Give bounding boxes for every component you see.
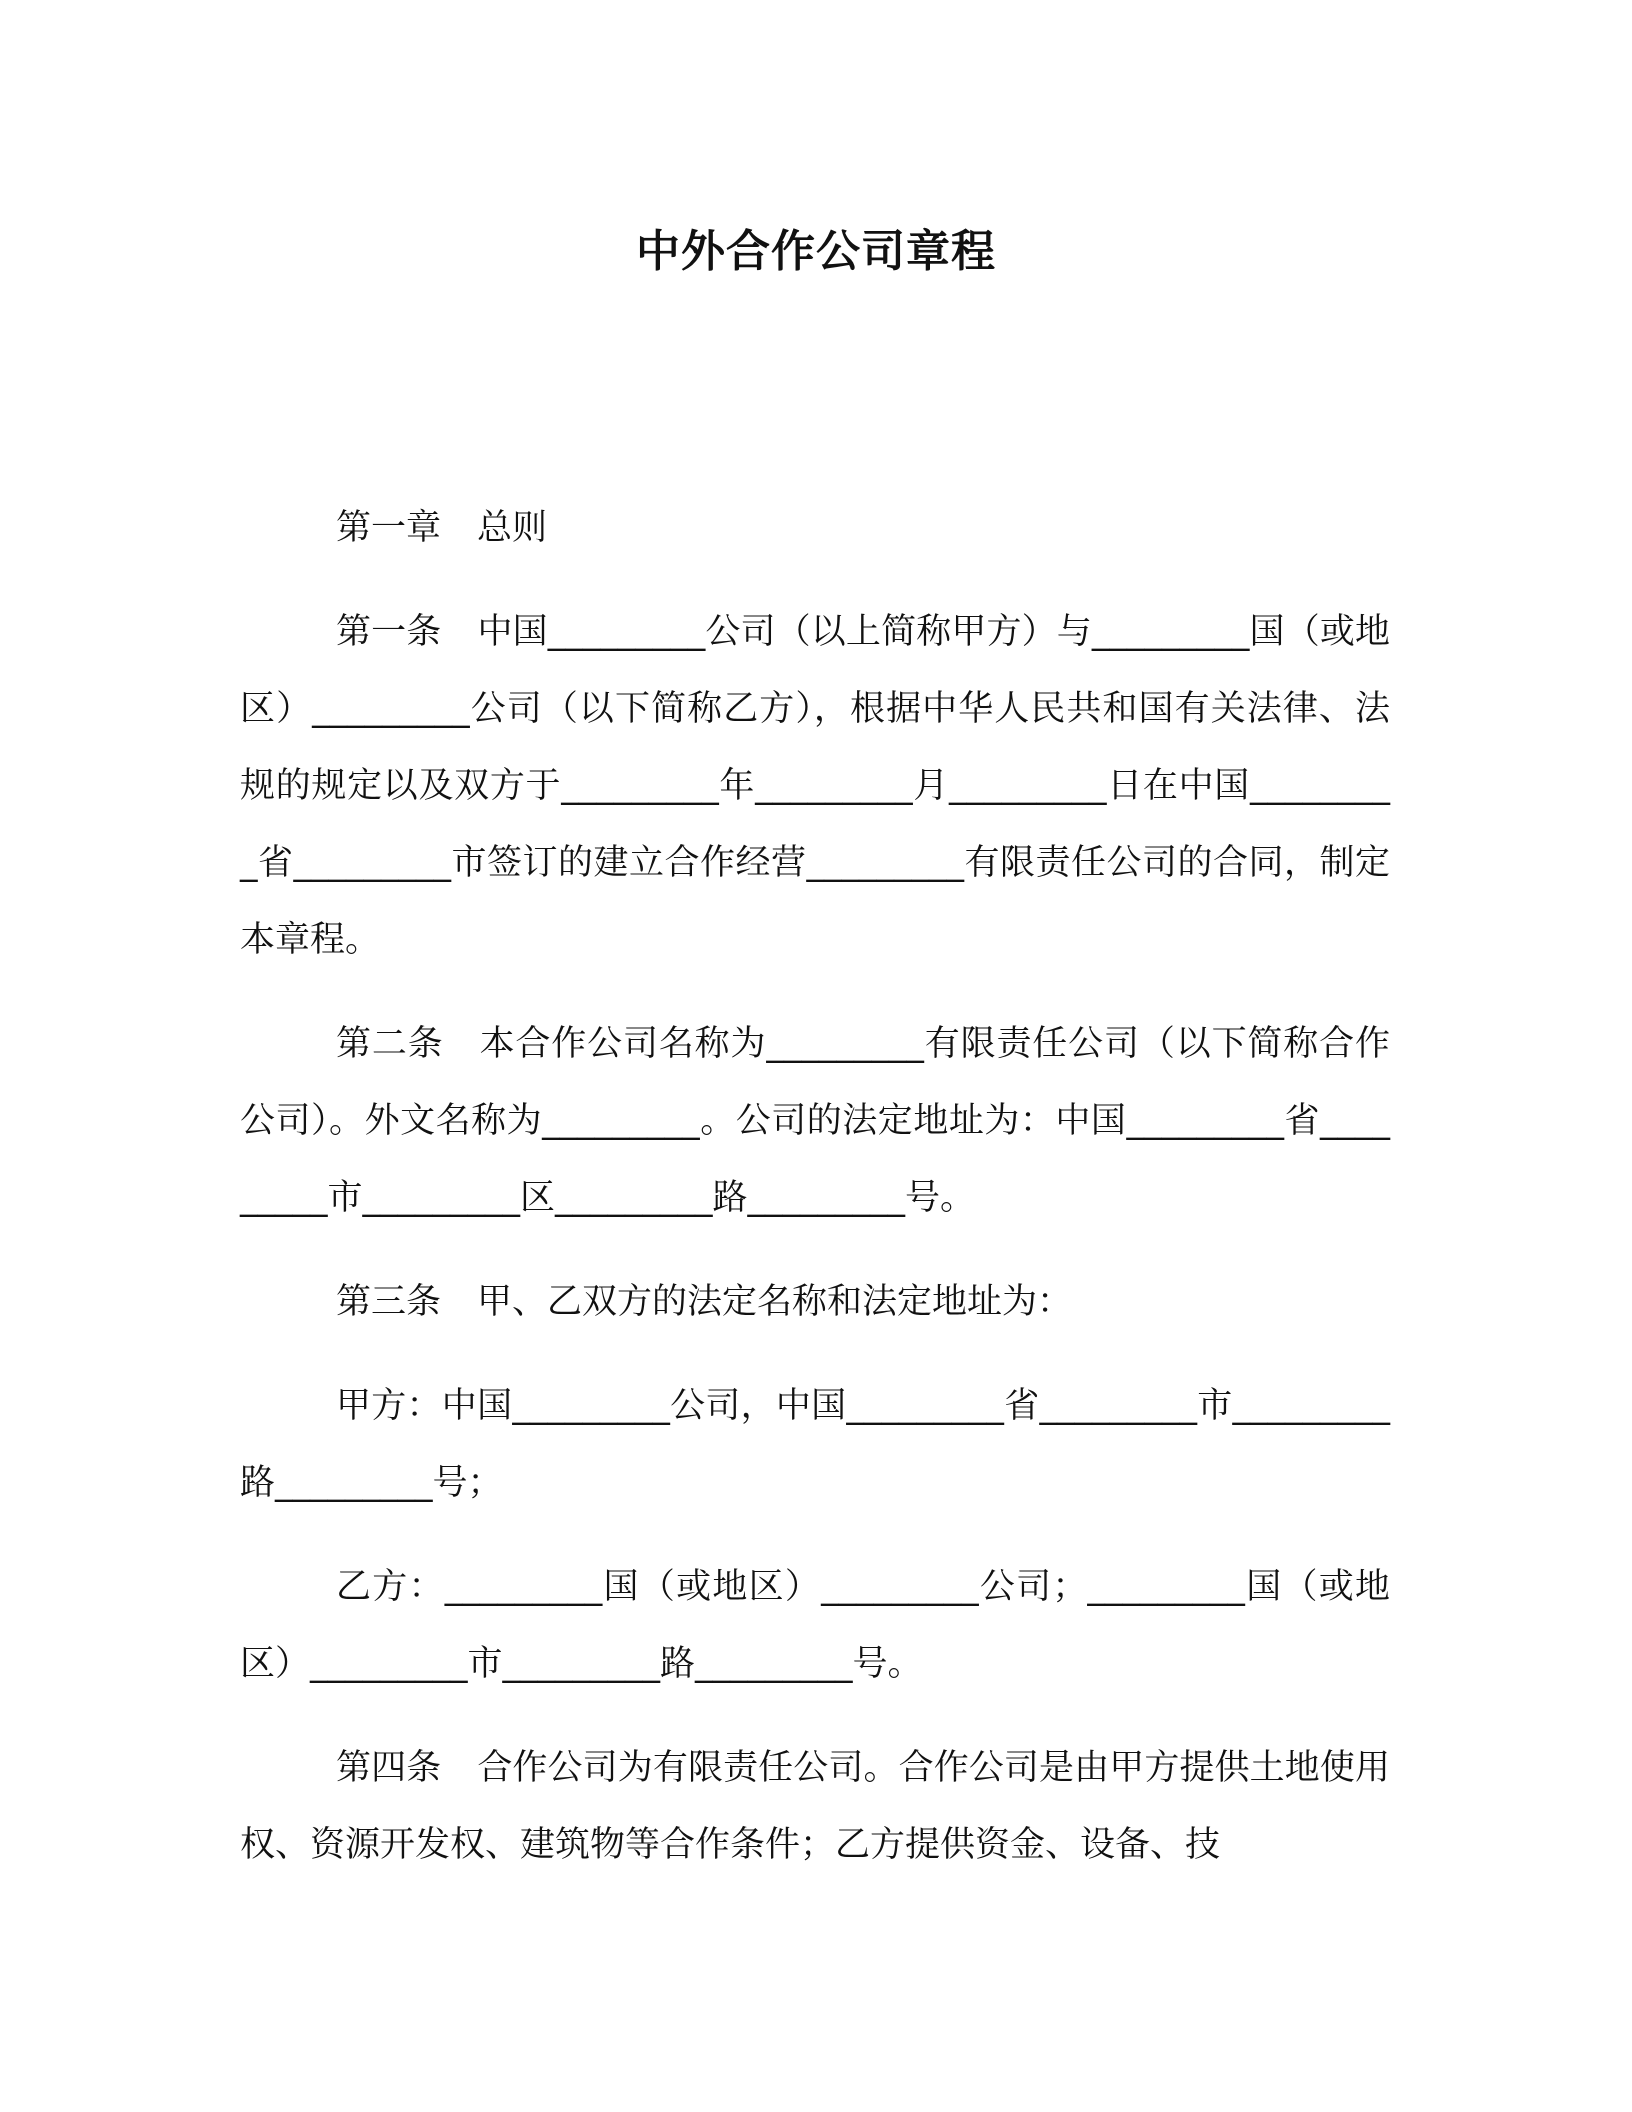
- article-1: [240, 594, 1390, 979]
- article-label: 第一条: [336, 612, 442, 652]
- article-label: 第三条: [336, 1282, 442, 1322]
- chapter-name: 总则: [477, 508, 548, 548]
- party-a-address: 甲方：中国_________公司，中国_________省_________市_________路_________号；: [240, 1386, 1390, 1503]
- article-text: 中国_________公司（以上简称甲方）与_________国（或地区）_________公司（以下简称乙方），根据中华人民共和国有关法律、法规的规定以及双方于_________年_________月_________日在中国_________省_________市签订的建立合作经营_________有限责任公司的合同，制定本章程。: [240, 612, 1390, 960]
- article-4: [240, 1730, 1390, 1884]
- article-text: 合作公司为有限责任公司。合作公司是由甲方提供土地使用权、资源开发权、建筑物等合作条件；乙方提供资金、设备、技: [240, 1748, 1390, 1865]
- chapter-label: 第一章: [336, 508, 442, 548]
- chapter-heading: [240, 490, 1390, 567]
- article-3: [240, 1264, 1390, 1341]
- document-body: [240, 490, 1390, 1911]
- document-title: 中外合作公司章程: [636, 226, 996, 277]
- article-label: 第四条: [336, 1748, 442, 1788]
- party-b-address: 乙方：_________国（或地区）_________公司；_________国（或地区）_________市_________路_________号。: [240, 1567, 1390, 1684]
- article-2: [240, 1006, 1390, 1237]
- article-text: 甲、乙双方的法定名称和法定地址为：: [477, 1282, 1073, 1322]
- article-text: 本合作公司名称为_________有限责任公司（以下简称合作公司）。外文名称为_________。公司的法定地址为：中国_________省_________市_________区_________路_________号。: [240, 1024, 1390, 1218]
- article-label: 第二条: [336, 1024, 444, 1064]
